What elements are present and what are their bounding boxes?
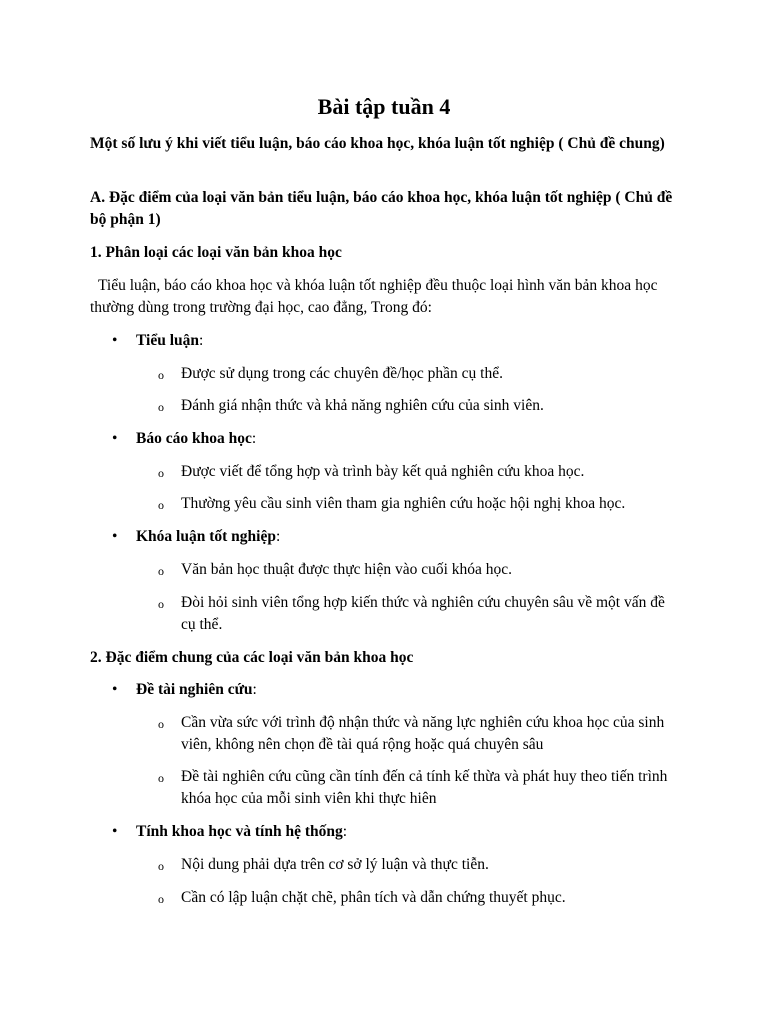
- circle-bullet-icon: o: [158, 859, 164, 873]
- sub-list-item-text: Đòi hỏi sinh viên tổng hợp kiến thức và nghiên cứu chuyên sâu về một vấn đề cụ thể.: [181, 594, 665, 633]
- circle-bullet-icon: o: [158, 717, 164, 731]
- sub-list-item-text: Đánh giá nhận thức và khả năng nghiên cứu của sinh viên.: [181, 397, 544, 414]
- list-item-label: Tiểu luận: [136, 332, 200, 349]
- circle-bullet-icon: o: [158, 368, 164, 382]
- circle-bullet-icon: o: [158, 466, 164, 480]
- sub-list-item-text: Văn bản học thuật được thực hiện vào cuối khóa học.: [181, 561, 513, 578]
- bullet-icon: •: [112, 430, 118, 447]
- circle-bullet-icon: o: [158, 498, 164, 512]
- list-item-suffix: :: [199, 332, 204, 349]
- circle-bullet-icon: o: [158, 892, 164, 906]
- circle-bullet-icon: o: [158, 597, 164, 611]
- list-item-suffix: :: [252, 681, 257, 698]
- document-title: Bài tập tuần 4: [317, 94, 451, 119]
- bullet-icon: •: [112, 332, 118, 349]
- sub-list-item-text: Được viết để tổng hợp và trình bày kết quả nghiên cứu khoa học.: [181, 463, 585, 480]
- sub-list-item-text: Được sử dụng trong các chuyên đề/học phần cụ thể.: [181, 365, 503, 382]
- sub-list-item-text: Nội dung phải dựa trên cơ sở lý luận và thực tiễn.: [181, 856, 489, 873]
- section-a-heading: A. Đặc điểm của loại văn bản tiểu luận, báo cáo khoa học, khóa luận tốt nghiệp ( Chủ đề bộ phận 1): [90, 189, 673, 228]
- circle-bullet-icon: o: [158, 771, 164, 785]
- list-item-suffix: :: [275, 528, 281, 545]
- bullet-icon: •: [112, 823, 118, 840]
- bullet-icon: •: [112, 681, 118, 698]
- sub-list-item-text: Cần có lập luận chặt chẽ, phân tích và dẫn chứng thuyết phục.: [181, 889, 566, 906]
- section-1-heading: 1. Phân loại các loại văn bản khoa học: [90, 244, 342, 261]
- list-item-label: Tính khoa học và tính hệ thống: [136, 823, 343, 840]
- section-2-heading: 2. Đặc điểm chung của các loại văn bản khoa học: [90, 649, 414, 666]
- list-item-label: Khóa luận tốt nghiệp: [136, 528, 276, 545]
- sub-list-item-text: Thường yêu cầu sinh viên tham gia nghiên cứu hoặc hội nghị khoa học.: [181, 495, 626, 512]
- circle-bullet-icon: o: [158, 400, 164, 414]
- sub-list-item-text: Đề tài nghiên cứu cũng cần tính đến cả tính kế thừa và phát huy theo tiến trình khóa học của mỗi sinh viên khi thực hiên: [181, 768, 668, 807]
- list-item-suffix: :: [251, 430, 257, 447]
- sub-list-item-text: Cần vừa sức với trình độ nhận thức và năng lực nghiên cứu khoa học của sinh viên, không nên chọn đề tài quá rộng hoặc quá chuyên sâu: [181, 714, 665, 753]
- main-heading: Một số lưu ý khi viết tiểu luận, báo cáo khoa học, khóa luận tốt nghiệp ( Chủ đề chung): [90, 135, 665, 152]
- list-item-label: Báo cáo khoa học: [136, 430, 252, 447]
- circle-bullet-icon: o: [158, 564, 164, 578]
- list-item-suffix: :: [342, 823, 348, 840]
- list-item-label: Đề tài nghiên cứu: [136, 681, 253, 698]
- bullet-icon: •: [112, 528, 118, 545]
- section-1-intro: Tiểu luận, báo cáo khoa học và khóa luận tốt nghiệp đều thuộc loại hình văn bản khoa học thường dùng trong trường đại học, cao đẳng, Trong đó:: [90, 277, 658, 316]
